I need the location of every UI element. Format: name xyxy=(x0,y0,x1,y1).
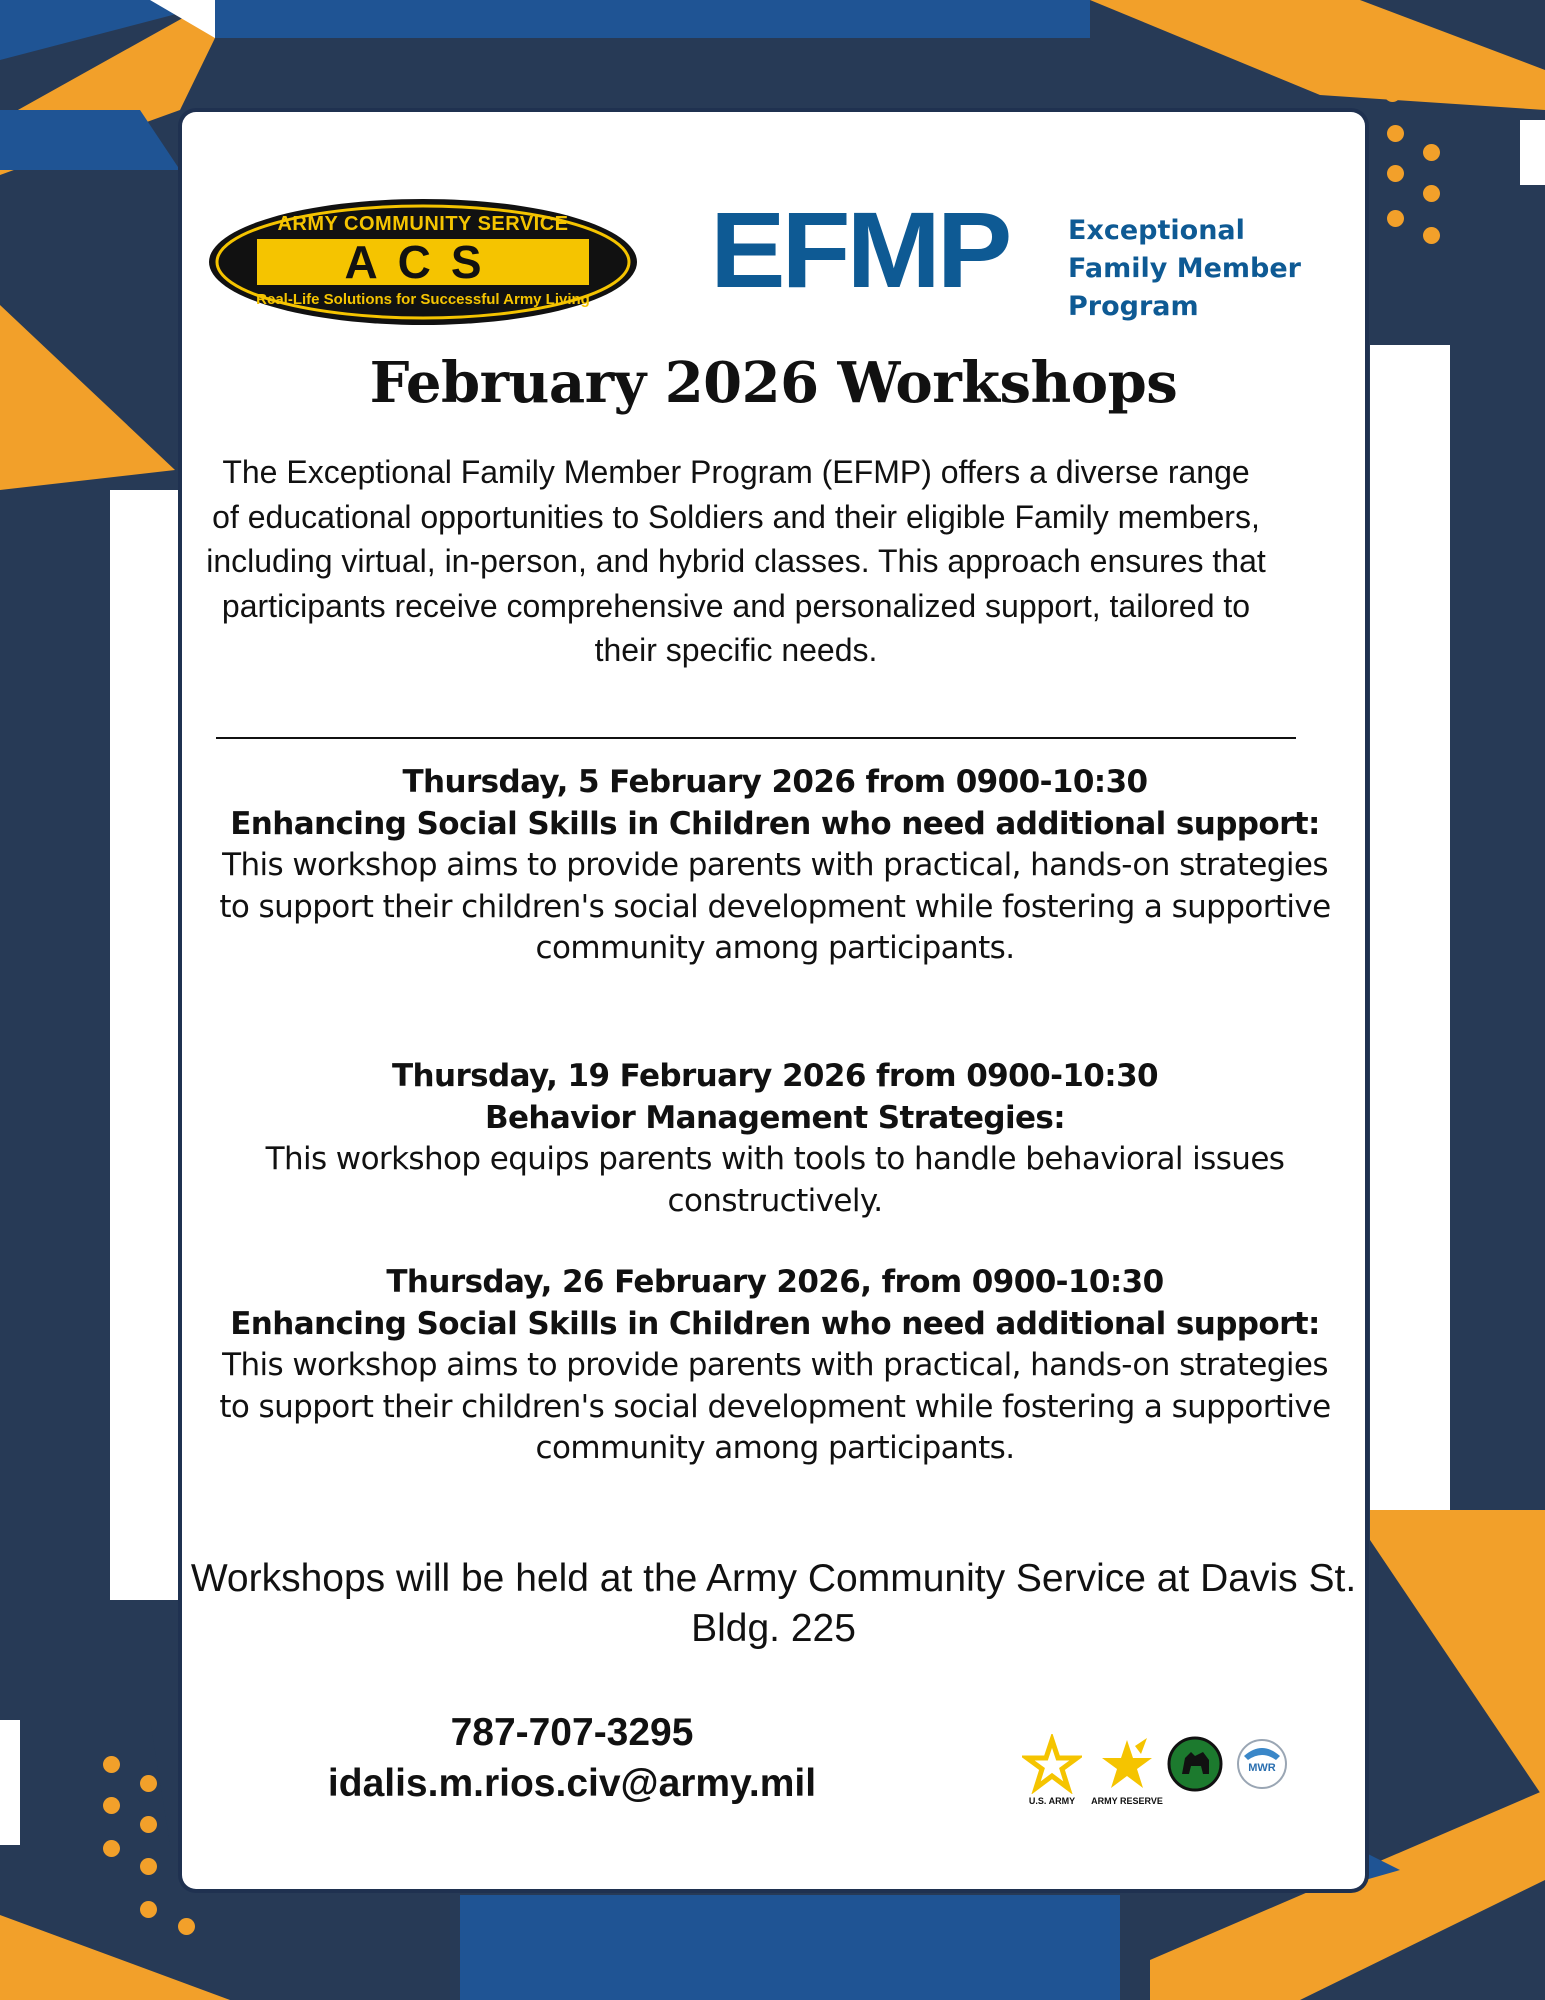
mwr-label: MWR xyxy=(1248,1762,1276,1774)
workshop-3 xyxy=(210,1262,1340,1470)
us-army-star-icon xyxy=(1022,1734,1082,1794)
unit-patch-icon xyxy=(1165,1734,1225,1794)
workshop-description: This workshop equips parents with tools to handle behavioral issues constructively. xyxy=(265,1141,1285,1219)
unit-patch-seal xyxy=(1165,1734,1225,1814)
acs-logo-top-text: ARMY COMMUNITY SERVICE xyxy=(277,213,569,235)
workshop-title: Behavior Management Strategies: xyxy=(484,1099,1066,1136)
mwr-seal xyxy=(1232,1734,1292,1814)
workshop-title: Enhancing Social Skills in Children who need additional support: xyxy=(230,1305,1320,1342)
seal-label: ARMY RESERVE xyxy=(1091,1796,1163,1806)
acs-logo-main-text: ACS xyxy=(344,236,502,288)
workshop-date: Thursday, 26 February 2026, from 0900-10:30 xyxy=(386,1264,1164,1300)
intro-paragraph: The Exceptional Family Member Program (EFMP) offers a diverse range of educational opportunities to Soldiers and their eligible Family members, including virtual, in-person, and hybrid classes. This approach ensures that participants receive comprehensive and personalized support, tailored to their specific needs. xyxy=(206,454,1266,668)
efmp-line-2: Family Member xyxy=(1068,253,1301,284)
efmp-wordmark: EFMP xyxy=(710,189,1009,310)
workshop-1 xyxy=(210,762,1340,970)
workshop-description: This workshop aims to provide parents with practical, hands-on strategies to support their children's social development while fostering a supportive community among participants. xyxy=(219,1347,1331,1466)
efmp-logo xyxy=(710,189,1310,332)
army-reserve-seal xyxy=(1091,1734,1163,1814)
army-reserve-star-icon xyxy=(1097,1734,1157,1794)
mwr-globe-icon xyxy=(1232,1734,1292,1794)
efmp-line-3: Program xyxy=(1068,291,1199,322)
page-title: February 2026 Workshops xyxy=(369,350,1178,416)
acs-logo-tagline: Real-Life Solutions for Successful Army Living xyxy=(256,291,590,308)
workshop-date: Thursday, 19 February 2026 from 0900-10:30 xyxy=(391,1058,1159,1094)
contact-info xyxy=(302,1707,842,1809)
workshop-date: Thursday, 5 February 2026 from 0900-10:30 xyxy=(402,764,1148,800)
workshop-description: This workshop aims to provide parents with practical, hands-on strategies to support their children's social development while fostering a supportive community among participants. xyxy=(219,847,1331,966)
phone-number[interactable]: 787-707-3295 xyxy=(450,1711,694,1754)
email-link[interactable]: idalis.m.rios.civ@army.mil xyxy=(327,1762,817,1805)
divider xyxy=(216,737,1296,739)
workshop-2 xyxy=(210,1056,1340,1222)
location-text: Workshops will be held at the Army Community Service at Davis St. Bldg. 225 xyxy=(190,1557,1357,1650)
efmp-program-name xyxy=(1068,212,1301,326)
workshop-title: Enhancing Social Skills in Children who need additional support: xyxy=(230,805,1320,842)
acs-logo xyxy=(207,197,639,327)
efmp-line-1: Exceptional xyxy=(1068,215,1245,246)
seal-label: U.S. ARMY xyxy=(1028,1796,1076,1806)
flyer-card xyxy=(182,112,1365,1889)
us-army-seal xyxy=(1022,1734,1082,1814)
